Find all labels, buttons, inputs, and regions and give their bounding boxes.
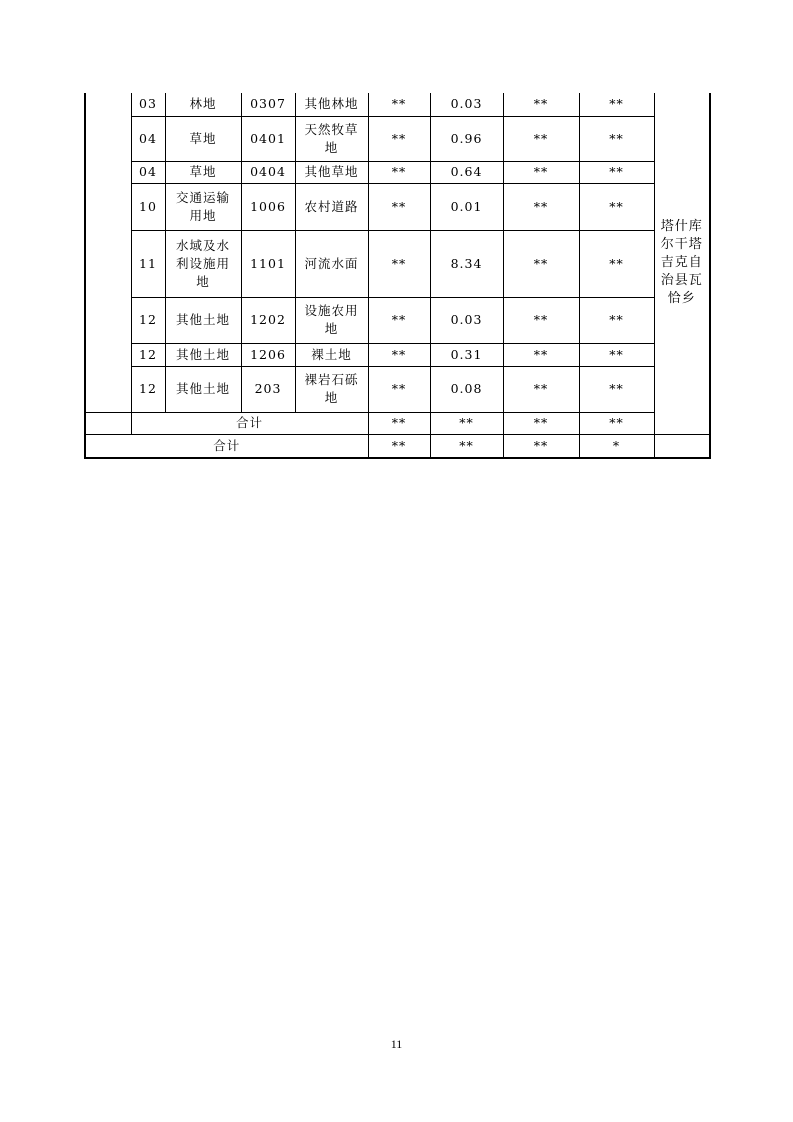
class-name-cell: 草地 bbox=[165, 116, 241, 161]
value-cell: ** bbox=[368, 230, 430, 297]
area-cell: 0.08 bbox=[430, 366, 503, 412]
subclass-name-cell: 设施农用地 bbox=[295, 297, 368, 343]
value-cell: ** bbox=[368, 183, 430, 230]
subclass-code-cell: 0401 bbox=[241, 116, 295, 161]
subclass-code-cell: 1101 bbox=[241, 230, 295, 297]
value-cell: ** bbox=[368, 434, 430, 458]
subclass-code-cell: 1006 bbox=[241, 183, 295, 230]
value-cell: ** bbox=[579, 297, 654, 343]
value-cell: ** bbox=[579, 412, 654, 434]
value-cell: ** bbox=[368, 116, 430, 161]
value-cell: ** bbox=[579, 183, 654, 230]
subclass-name-cell: 裸岩石砾地 bbox=[295, 366, 368, 412]
class-code-cell: 12 bbox=[131, 343, 165, 366]
subclass-name-cell: 天然牧草地 bbox=[295, 116, 368, 161]
value-cell: ** bbox=[503, 230, 579, 297]
area-cell: 0.31 bbox=[430, 343, 503, 366]
value-cell: ** bbox=[503, 297, 579, 343]
value-cell: ** bbox=[503, 183, 579, 230]
table-row bbox=[85, 366, 710, 412]
blank-cell bbox=[85, 412, 131, 434]
area-cell: 0.03 bbox=[430, 93, 503, 116]
value-cell: ** bbox=[579, 366, 654, 412]
subclass-code-cell: 0307 bbox=[241, 93, 295, 116]
class-code-cell: 04 bbox=[131, 161, 165, 183]
value-cell: * bbox=[579, 434, 654, 458]
area-cell: 0.03 bbox=[430, 297, 503, 343]
value-cell: ** bbox=[579, 343, 654, 366]
area-cell: 0.01 bbox=[430, 183, 503, 230]
value-cell: ** bbox=[579, 230, 654, 297]
value-cell: ** bbox=[579, 161, 654, 183]
class-code-cell: 03 bbox=[131, 93, 165, 116]
subclass-name-cell: 裸土地 bbox=[295, 343, 368, 366]
subclass-code-cell: 1202 bbox=[241, 297, 295, 343]
table-row bbox=[85, 343, 710, 366]
table-row bbox=[85, 297, 710, 343]
subclass-name-cell: 其他草地 bbox=[295, 161, 368, 183]
blank-cell bbox=[85, 93, 131, 412]
value-cell: ** bbox=[503, 93, 579, 116]
table-row bbox=[85, 230, 710, 297]
region-cell: 塔什库尔干塔吉克自治县瓦恰乡 bbox=[654, 93, 710, 434]
subclass-code-cell: 0404 bbox=[241, 161, 295, 183]
value-cell: ** bbox=[430, 412, 503, 434]
value-cell: ** bbox=[368, 297, 430, 343]
total-label: 合计 bbox=[85, 434, 368, 458]
class-code-cell: 12 bbox=[131, 366, 165, 412]
page-number: 11 bbox=[390, 1037, 403, 1051]
class-code-cell: 12 bbox=[131, 297, 165, 343]
area-cell: 0.96 bbox=[430, 116, 503, 161]
value-cell: ** bbox=[368, 343, 430, 366]
area-cell: 8.34 bbox=[430, 230, 503, 297]
value-cell: ** bbox=[503, 366, 579, 412]
class-name-cell: 草地 bbox=[165, 161, 241, 183]
class-name-cell: 其他土地 bbox=[165, 343, 241, 366]
class-code-cell: 10 bbox=[131, 183, 165, 230]
value-cell: ** bbox=[368, 93, 430, 116]
value-cell: ** bbox=[579, 93, 654, 116]
subtotal-row bbox=[85, 412, 710, 434]
value-cell: ** bbox=[503, 412, 579, 434]
class-code-cell: 04 bbox=[131, 116, 165, 161]
value-cell: ** bbox=[430, 434, 503, 458]
value-cell: ** bbox=[368, 412, 430, 434]
subclass-code-cell: 203 bbox=[241, 366, 295, 412]
table-row bbox=[85, 183, 710, 230]
value-cell: ** bbox=[579, 116, 654, 161]
class-name-cell: 交通运输用地 bbox=[165, 183, 241, 230]
value-cell: ** bbox=[503, 343, 579, 366]
land-use-table bbox=[84, 93, 711, 459]
table-row bbox=[85, 116, 710, 161]
subtotal-label: 合计 bbox=[131, 412, 368, 434]
value-cell: ** bbox=[368, 366, 430, 412]
value-cell: ** bbox=[503, 434, 579, 458]
subclass-name-cell: 其他林地 bbox=[295, 93, 368, 116]
subclass-name-cell: 河流水面 bbox=[295, 230, 368, 297]
class-code-cell: 11 bbox=[131, 230, 165, 297]
class-name-cell: 其他土地 bbox=[165, 366, 241, 412]
total-row bbox=[85, 434, 710, 458]
table-row bbox=[85, 161, 710, 183]
class-name-cell: 林地 bbox=[165, 93, 241, 116]
value-cell: ** bbox=[368, 161, 430, 183]
table-row bbox=[85, 93, 710, 116]
subclass-code-cell: 1206 bbox=[241, 343, 295, 366]
area-cell: 0.64 bbox=[430, 161, 503, 183]
blank-cell bbox=[654, 434, 710, 458]
subclass-name-cell: 农村道路 bbox=[295, 183, 368, 230]
class-name-cell: 水域及水利设施用地 bbox=[165, 230, 241, 297]
value-cell: ** bbox=[503, 116, 579, 161]
value-cell: ** bbox=[503, 161, 579, 183]
class-name-cell: 其他土地 bbox=[165, 297, 241, 343]
